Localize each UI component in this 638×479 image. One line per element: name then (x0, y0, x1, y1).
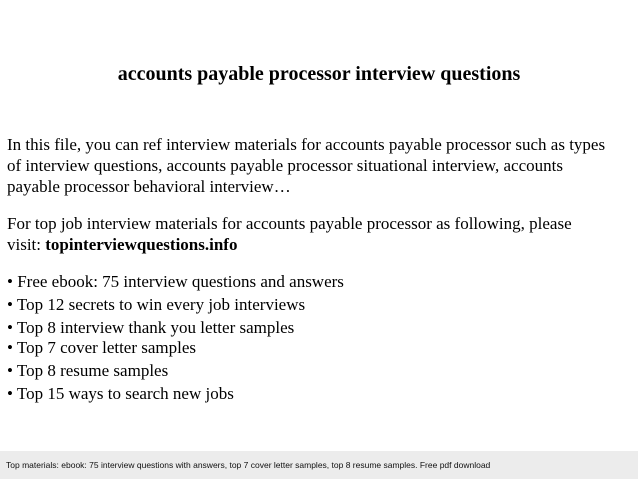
list-item: • Top 8 interview thank you letter samples (7, 318, 295, 337)
footer-text: Top materials: ebook: 75 interview questions with answers, top 7 cover letter samples, top 8 resume samples. Free pdf download (6, 460, 491, 470)
intro-line-3: payable processor behavioral interview… (7, 177, 291, 196)
bullet-list (7, 272, 635, 404)
list-item: • Top 8 resume samples (7, 361, 169, 380)
list-item: • Free ebook: 75 interview questions and answers (7, 272, 344, 291)
site-link[interactable]: topinterviewquestions.info (45, 235, 238, 254)
page-title: accounts payable processor interview questions (117, 63, 521, 85)
materials-line-1: For top job interview materials for accounts payable processor as following, please (7, 214, 572, 233)
footer-bar (0, 451, 638, 479)
intro-line-2: of interview questions, accounts payable processor situational interview, accounts (7, 156, 563, 175)
list-item: • Top 15 ways to search new jobs (7, 384, 234, 403)
list-item: • Top 12 secrets to win every job interviews (7, 295, 306, 314)
materials-paragraph (7, 213, 635, 255)
intro-line-1: In this file, you can ref interview materials for accounts payable processor such as types (7, 135, 606, 154)
materials-line-2 (7, 234, 635, 255)
intro-paragraph (7, 134, 635, 197)
visit-label: visit: (7, 235, 46, 254)
list-item: • Top 7 cover letter samples (7, 338, 197, 357)
